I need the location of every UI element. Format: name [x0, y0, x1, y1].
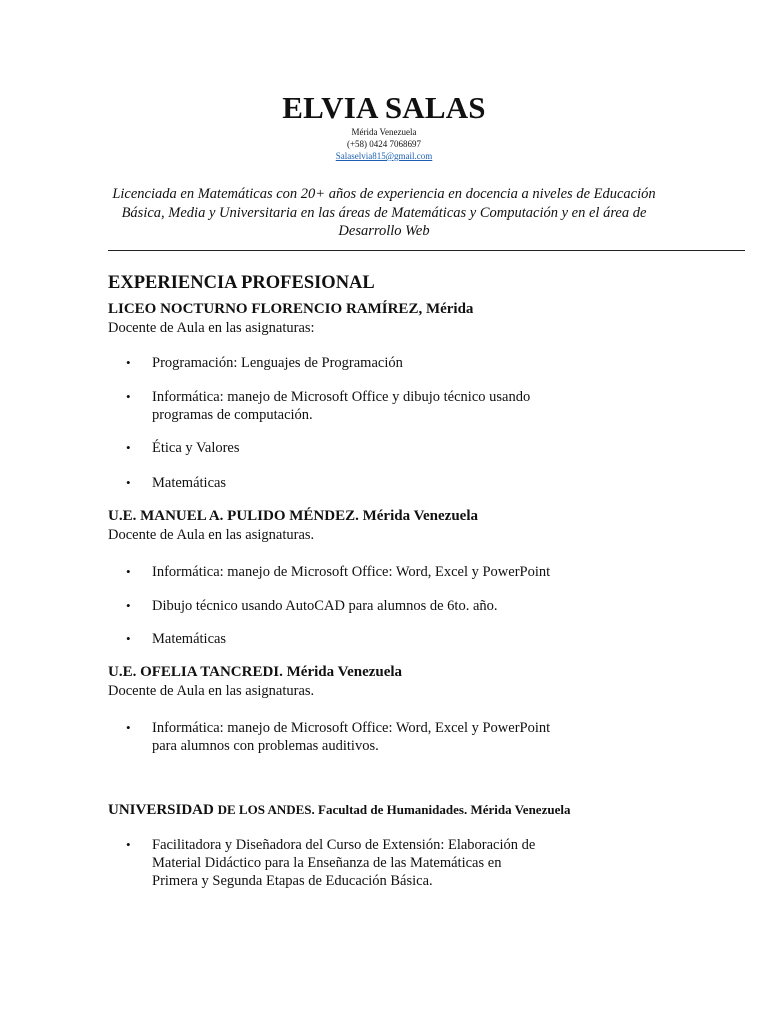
- list-item-text: Dibujo técnico usando AutoCAD para alumnos de 6to. año.: [152, 598, 498, 614]
- list-item-text: para alumnos con problemas auditivos.: [152, 738, 379, 754]
- bullet-icon: •: [126, 355, 131, 370]
- list-item-text: Matemáticas: [152, 475, 227, 491]
- bullet-icon: •: [126, 389, 131, 404]
- list-item-text: Informática: manejo de Microsoft Office: Word, Excel y PowerPoint: [152, 564, 551, 580]
- job-org-4: [108, 802, 570, 819]
- job-org-2: U.E. MANUEL A. PULIDO MÉNDEZ. Mérida Venezuela: [108, 508, 479, 524]
- job-role-1: Docente de Aula en las asignaturas:: [108, 320, 315, 336]
- section-title: EXPERIENCIA PROFESIONAL: [108, 273, 375, 293]
- bullet-icon: •: [126, 564, 131, 579]
- email-link[interactable]: Salaselvia815@gmail.com: [335, 151, 433, 161]
- list-item-text: Programación: Lenguajes de Programación: [152, 355, 403, 371]
- job-org-4-part-a: UNIVERSIDAD: [108, 802, 218, 818]
- list-item-text: Material Didáctico para la Enseñanza de las Matemáticas en: [152, 855, 502, 871]
- bullet-icon: •: [126, 475, 131, 490]
- bullet-icon: •: [126, 440, 131, 455]
- location: Mérida Venezuela: [351, 127, 417, 137]
- job-org-4-part-b: DE LOS ANDES. Facultad de Humanidades. Mérida Venezuela: [217, 802, 571, 817]
- phone: (+58) 0424 7068697: [346, 139, 422, 149]
- job-role-2: Docente de Aula en las asignaturas.: [108, 527, 315, 543]
- list-item-text: programas de computación.: [152, 407, 313, 423]
- list-item-text: Ética y Valores: [152, 440, 240, 456]
- bullet-icon: •: [126, 837, 131, 852]
- list-item-text: Primera y Segunda Etapas de Educación Básica.: [152, 873, 433, 889]
- job-org-1: LICEO NOCTURNO FLORENCIO RAMÍREZ, Mérida: [108, 301, 474, 317]
- job-role-3: Docente de Aula en las asignaturas.: [108, 683, 315, 699]
- bullet-icon: •: [126, 720, 131, 735]
- profile-summary: Licenciada en Matemáticas con 20+ años de experiencia en docencia a niveles de Educación Básica, Media y Universitaria en las áreas de Matemáticas y Computación y en el área de Desarrollo Web: [112, 186, 656, 239]
- list-item-text: Informática: manejo de Microsoft Office: Word, Excel y PowerPoint: [152, 720, 551, 736]
- candidate-name: ELVIA SALAS: [282, 90, 486, 125]
- list-item-text: Facilitadora y Diseñadora del Curso de Extensión: Elaboración de: [152, 837, 536, 853]
- list-item-text: Matemáticas: [152, 631, 227, 647]
- divider: [108, 250, 745, 251]
- bullet-icon: •: [126, 631, 131, 646]
- list-item-text: Informática: manejo de Microsoft Office y dibujo técnico usando: [152, 389, 531, 405]
- bullet-icon: •: [126, 598, 131, 613]
- job-org-3: U.E. OFELIA TANCREDI. Mérida Venezuela: [108, 664, 403, 680]
